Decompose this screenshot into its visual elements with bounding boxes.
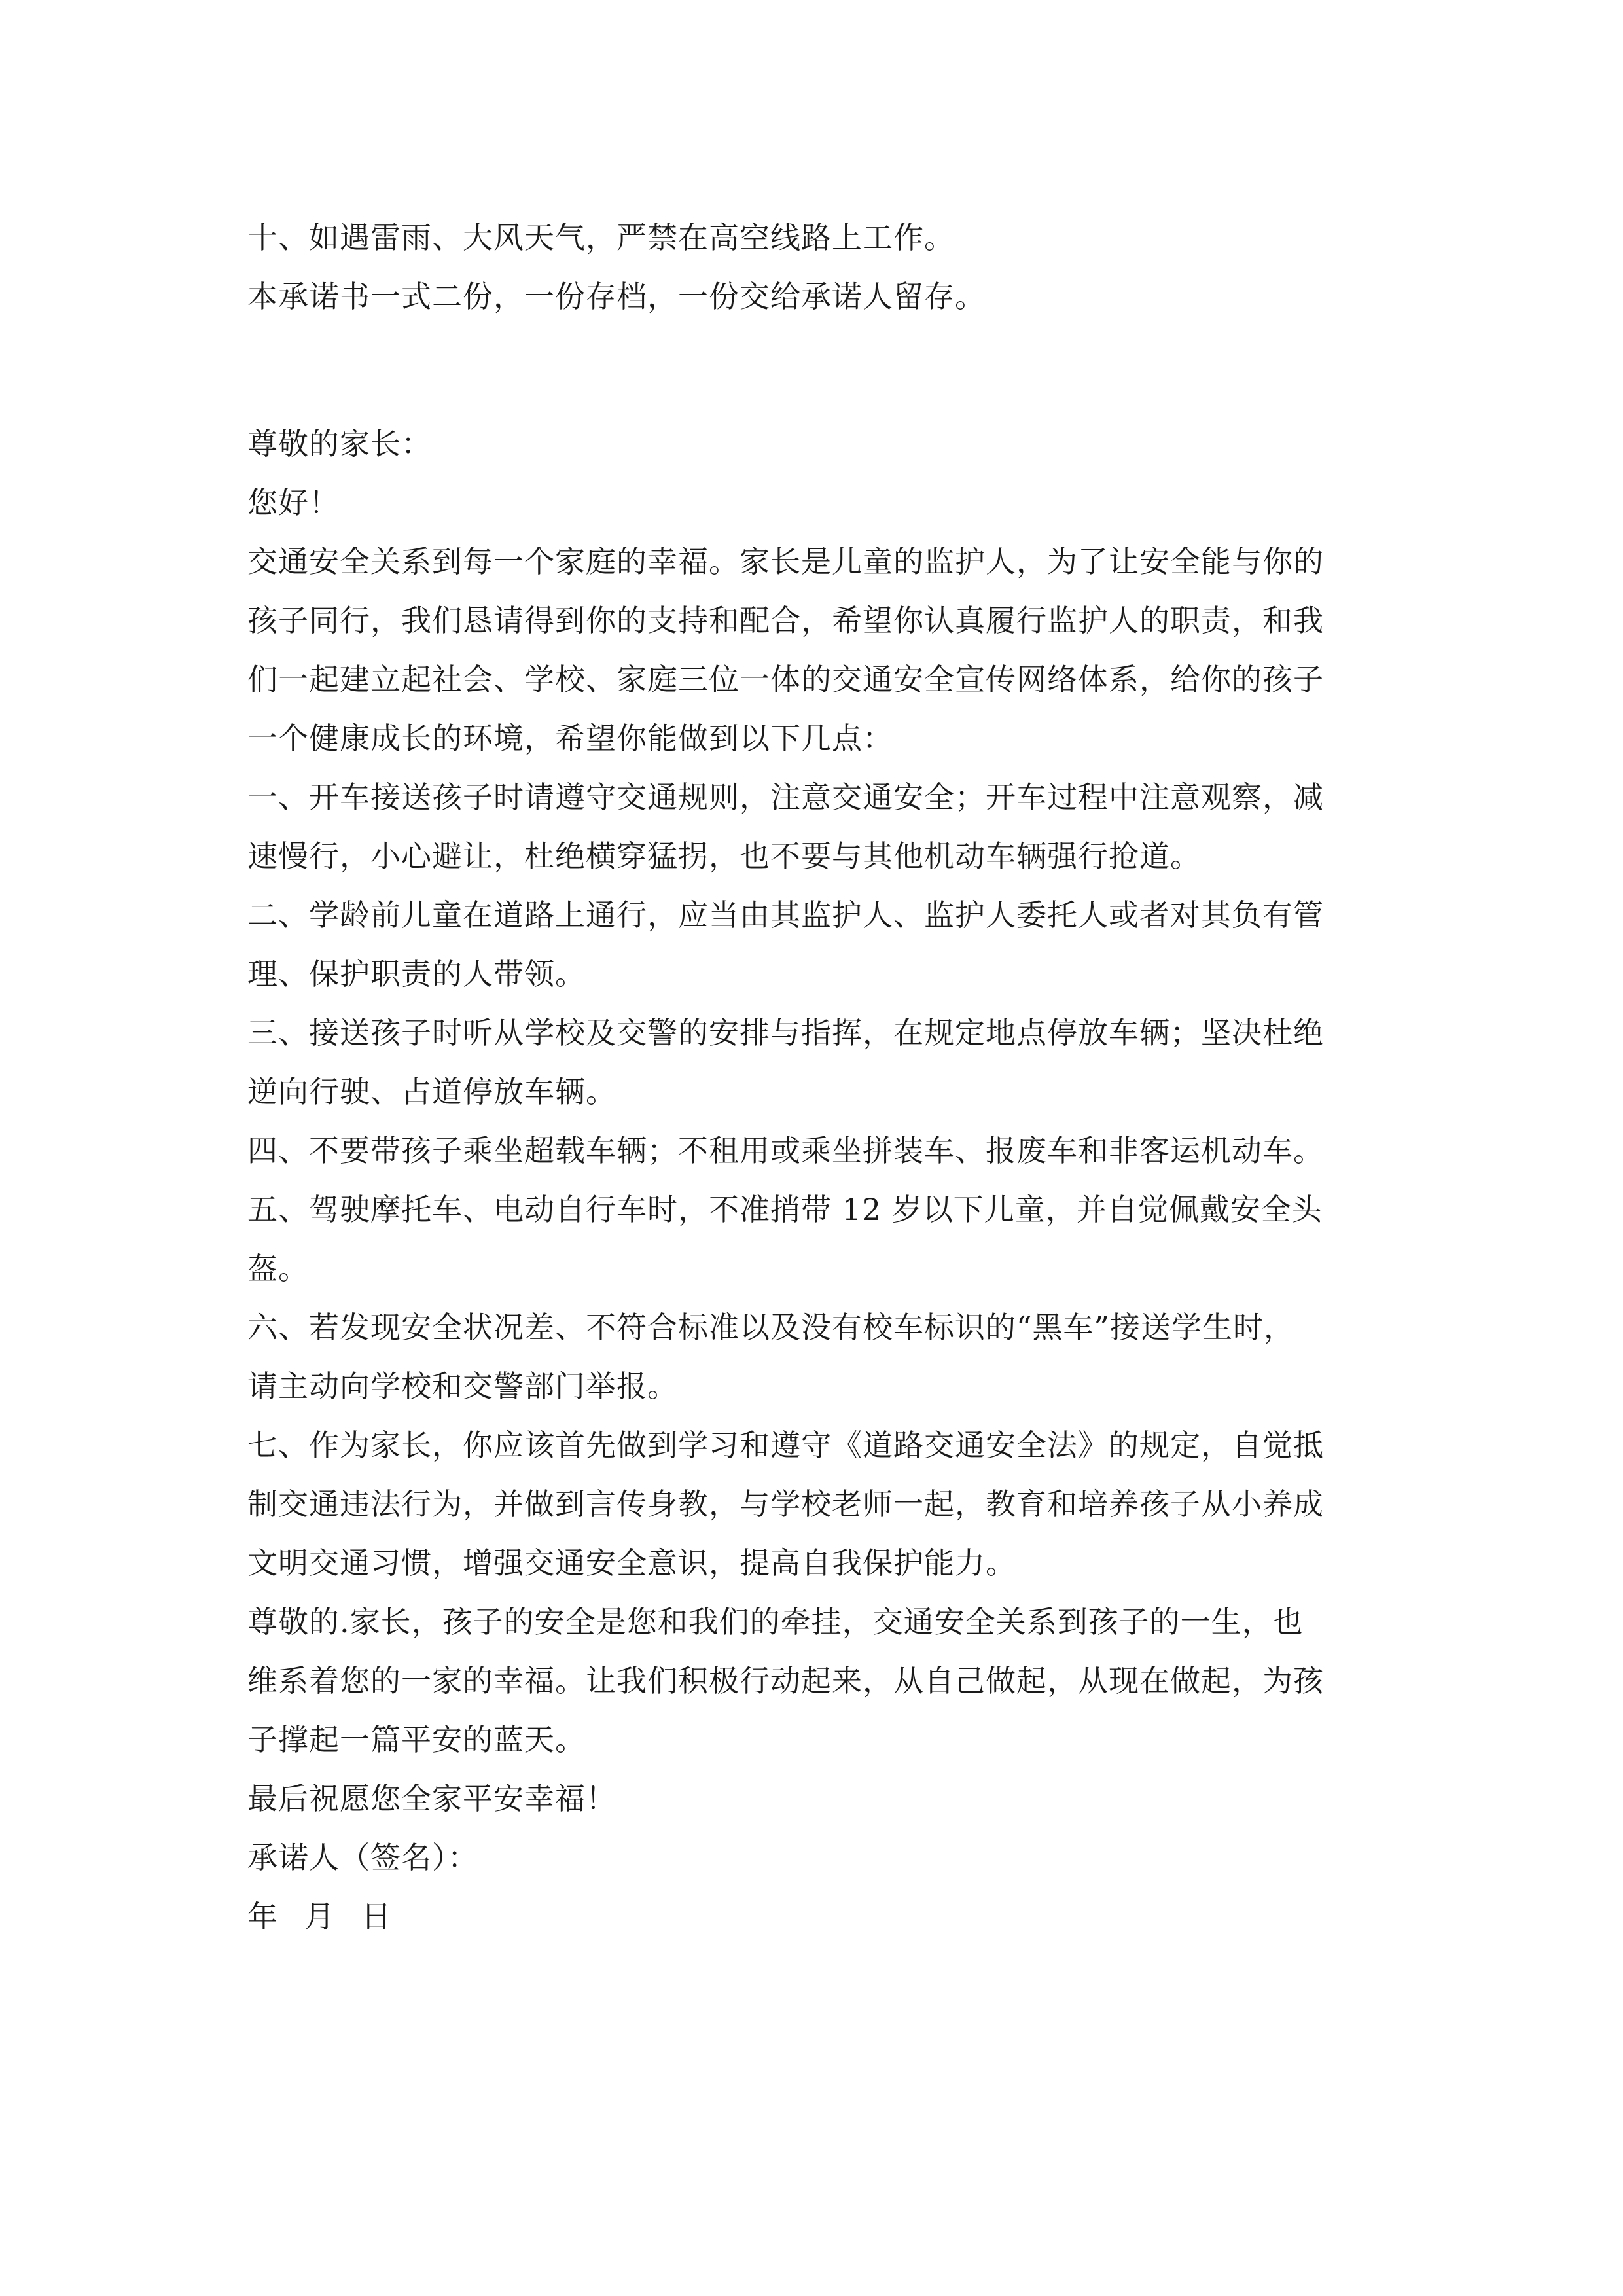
body-line: 请主动向学校和交警部门举报。 <box>247 1369 678 1404</box>
body-line: 文明交通习惯，增强交通安全意识，提高自我保护能力。 <box>247 1545 1016 1581</box>
closing-wish: 最后祝愿您全家平安幸福！ <box>247 1781 616 1816</box>
body-line: 一、开车接送孩子时请遵守交通规则，注意交通安全；开车过程中注意观察，减 <box>247 780 1324 815</box>
body-line: 尊敬的.家长，孩子的安全是您和我们的牵挂，交通安全关系到孩子的一生，也 <box>247 1604 1304 1640</box>
section-gap <box>247 326 1399 414</box>
document-page <box>247 208 1399 1946</box>
body-line: 维系着您的一家的幸福。让我们积极行动起来，从自己做起，从现在做起，为孩 <box>247 1663 1324 1698</box>
body-line: 六、若发现安全状况差、不符合标准以及没有校车标识的“黑车”接送学生时， <box>247 1310 1295 1345</box>
body-line: 逆向行驶、占道停放车辆。 <box>247 1074 616 1109</box>
paragraph-item-ten: 十、如遇雷雨、大风天气，严禁在高空线路上工作。 <box>247 220 955 255</box>
signature-label: 承诺人（签名）： <box>247 1840 478 1875</box>
body-line: 七、作为家长，你应该首先做到学习和遵守《道路交通安全法》的规定，自觉抵 <box>247 1427 1324 1463</box>
body-line: 交通安全关系到每一个家庭的幸福。家长是儿童的监护人，为了让安全能与你的 <box>247 544 1324 579</box>
date-month-label: 月 <box>304 1899 335 1934</box>
letter-salutation: 尊敬的家长： <box>247 426 432 461</box>
body-line: 四、不要带孩子乘坐超载车辆；不租用或乘坐拼装车、报废车和非客运机动车。 <box>247 1133 1324 1168</box>
body-line: 孩子同行，我们恳请得到你的支持和配合，希望你认真履行监护人的职责，和我 <box>247 603 1324 638</box>
body-line: 制交通违法行为，并做到言传身教，与学校老师一起，教育和培养孩子从小养成 <box>247 1486 1324 1522</box>
body-line: 盔。 <box>247 1251 309 1286</box>
body-line: 五、驾驶摩托车、电动自行车时，不准捎带 12 岁以下儿童，并自觉佩戴安全头 <box>247 1192 1323 1227</box>
letter-greeting: 您好！ <box>247 485 340 520</box>
body-line: 二、学龄前儿童在道路上通行，应当由其监护人、监护人委托人或者对其负有管 <box>247 897 1324 933</box>
body-line: 理、保护职责的人带领。 <box>247 956 586 992</box>
body-line: 们一起建立起社会、学校、家庭三位一体的交通安全宣传网络体系，给你的孩子 <box>247 662 1324 697</box>
date-day-label: 日 <box>361 1899 392 1934</box>
body-line: 速慢行，小心避让，杜绝横穿猛拐，也不要与其他机动车辆强行抢道。 <box>247 838 1201 874</box>
paragraph-copies-note: 本承诺书一式二份，一份存档，一份交给承诺人留存。 <box>247 279 986 314</box>
body-line: 三、接送孩子时听从学校及交警的安排与指挥，在规定地点停放车辆；坚决杜绝 <box>247 1015 1324 1050</box>
date-year-label: 年 <box>247 1899 278 1934</box>
date-line <box>247 1887 1399 1946</box>
body-line: 一个健康成长的环境，希望你能做到以下几点： <box>247 721 893 756</box>
body-line: 子撑起一篇平安的蓝天。 <box>247 1722 586 1757</box>
